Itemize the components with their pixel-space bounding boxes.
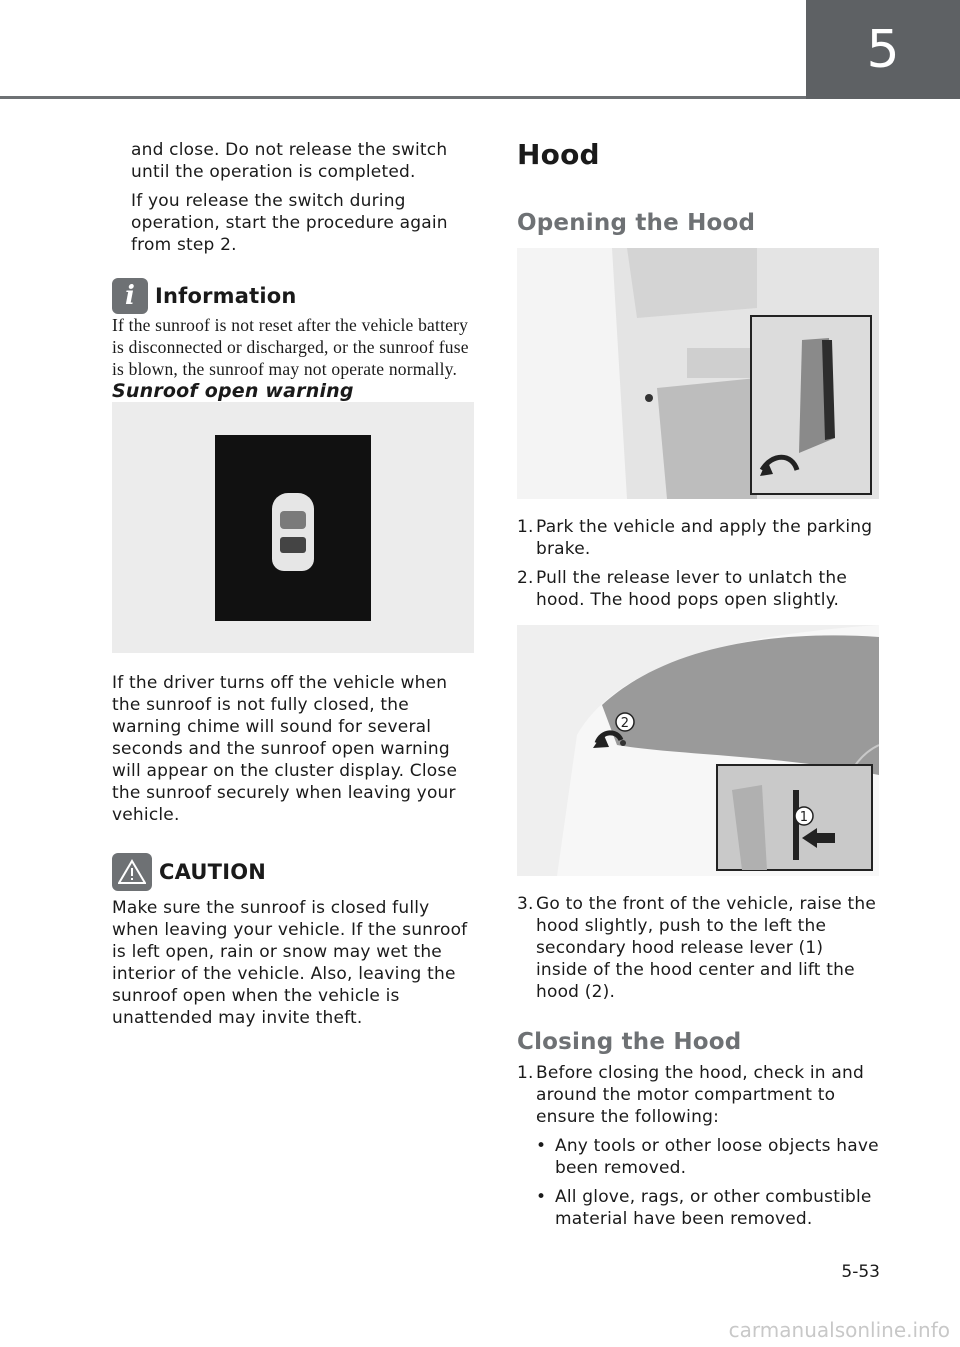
page-number: 5-53 <box>841 1262 880 1282</box>
caution-text: Make sure the sunroof is closed fully when leaving your vehicle. If the sunroof is left open, rain or snow may wet the interior of the vehicle. Also, leaving the sunroof open when the vehicle is unattended may invite theft. <box>112 898 468 1028</box>
opening-step-1: 1. Park the vehicle and apply the parking brake. <box>517 517 873 559</box>
watermark: carmanualsonline.info <box>728 1318 950 1342</box>
closing-bullet-2: • All glove, rags, or other combustible material have been removed. <box>536 1187 872 1229</box>
sunroof-warning-figure <box>112 402 474 653</box>
caution-header <box>112 853 474 891</box>
label-1: 1 <box>799 810 809 825</box>
secondary-hood-release-figure <box>517 625 879 876</box>
sunroof-warning-heading: Sunroof open warning <box>112 380 354 402</box>
right-column <box>517 136 879 1230</box>
opening-step-2: 2. Pull the release lever to unlatch the hood. The hood pops open slightly. <box>517 568 848 610</box>
car-top-view-icon <box>272 493 314 571</box>
opening-step-3: 3. Go to the front of the vehicle, raise the hood slightly, push to the left the secondary hood release lever (1) inside of the hood center and lift the hood (2). <box>517 894 876 1002</box>
closing-step-1: 1. Before closing the hood, check in and around the motor compartment to ensure the following: <box>517 1063 864 1127</box>
cluster-display <box>215 435 371 621</box>
closing-hood-heading: Closing the Hood <box>517 1029 742 1055</box>
section-title: Hood <box>517 138 600 171</box>
caution-title: CAUTION <box>159 860 267 884</box>
opening-hood-heading: Opening the Hood <box>517 210 756 236</box>
hood-release-lever-figure <box>517 248 879 499</box>
continued-paragraph: and close. Do not release the switch until the operation is completed. <box>131 140 448 182</box>
chapter-tab: 5 <box>806 0 960 99</box>
information-header <box>112 278 474 314</box>
label-2: 2 <box>620 716 630 731</box>
information-icon: i <box>112 278 148 314</box>
sunroof-warning-text: If the driver turns off the vehicle when the sunroof is not fully closed, the warning chime will sound for several seconds and the sunroof open warning will appear on the cluster display. Close the sunroof securely when leaving your vehicle. <box>112 673 458 825</box>
header-rule <box>0 96 806 99</box>
warning-triangle-icon <box>112 853 152 891</box>
information-title: Information <box>155 284 297 308</box>
closing-bullet-1: • Any tools or other loose objects have been removed. <box>536 1136 879 1178</box>
information-text: If the sunroof is not reset after the vehicle battery is disconnected or discharged, or the sunroof fuse is blown, the sunroof may not operate normally. <box>112 315 469 379</box>
continued-paragraph-2: If you release the switch during operation, start the procedure again from step 2. <box>131 191 448 255</box>
left-column <box>112 139 474 1029</box>
